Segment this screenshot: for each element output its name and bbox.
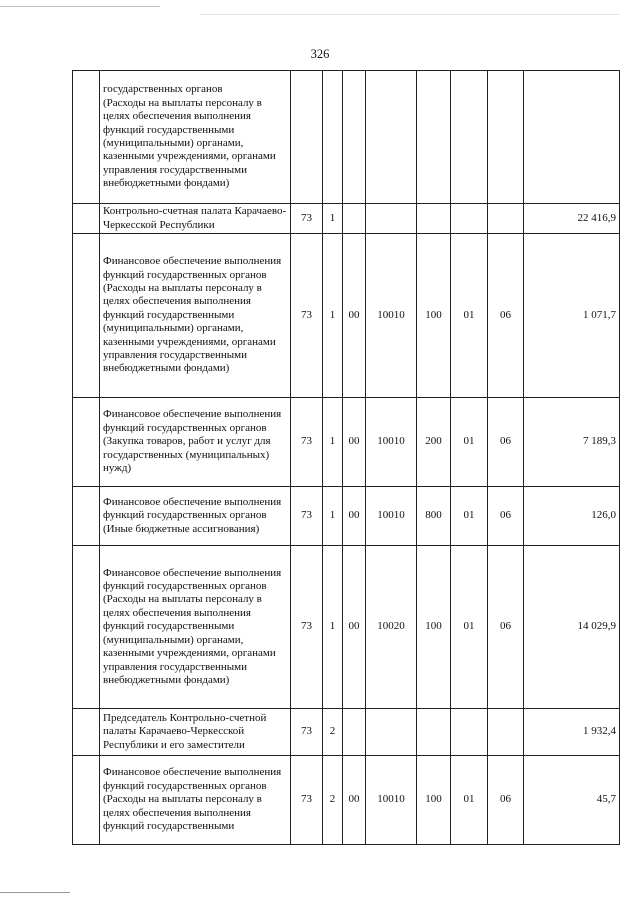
table-row: Финансовое обеспечение выполнения функций государственных органов (Расходы на выплаты персоналу в целях обеспечения выполнения функций государственными (муниципальными) органами, казенными учреждениями, органами управления государственными внебюджетными фондами) 73 1 00 10010 100 01 06 1 071,7 [73, 234, 620, 398]
table-row [73, 71, 620, 204]
row-name: Финансовое обеспечение выполнения функций государственных органов (Иные бюджетные ассигнования) [100, 487, 291, 546]
table-row: Финансовое обеспечение выполнения функций государственных органов (Закупка товаров, работ и услуг для государственных (муниципальных) нужд) 73 1 00 10010 200 01 06 7 189,3 [73, 398, 620, 487]
table-row: Финансовое обеспечение выполнения функций государственных органов (Расходы на выплаты персоналу в целях обеспечения выполнения функций государственными (муниципальными) органами, казенными учреждениями, органами управления государственными внебюджетными фондами) 73 1 00 10020 100 01 06 14 029,9 [73, 546, 620, 709]
table-row: Финансовое обеспечение выполнения функций государственных органов (Иные бюджетные ассигнования) 73 1 00 10010 800 01 06 126,0 [73, 487, 620, 546]
row-name: Финансовое обеспечение выполнения функций государственных органов (Расходы на выплаты персоналу в целях обеспечения выполнения функций государственными (муниципальными) органами, казенными учреждениями, органами управления государственными внебюджетными фондами) [100, 546, 291, 709]
scan-noise [0, 892, 70, 893]
table-row: Контрольно-счетная палата Карачаево-Черкесской Республики 73 1 22 416,9 [73, 204, 620, 234]
scan-noise [200, 14, 620, 15]
row-name: Финансовое обеспечение выполнения функций государственных органов (Расходы на выплаты персоналу в целях обеспечения выполнения функций государственными [100, 756, 291, 845]
table-row: Финансовое обеспечение выполнения функций государственных органов (Расходы на выплаты персоналу в целях обеспечения выполнения функций государственными 73 2 00 10010 100 01 06 45,7 [73, 756, 620, 845]
row-name: Контрольно-счетная палата Карачаево-Черкесской Республики [100, 204, 291, 234]
budget-table [72, 70, 620, 845]
table-row: Председатель Контрольно-счетной палаты Карачаево-Черкесской Республики и его заместители 73 2 1 932,4 [73, 709, 620, 756]
row-name: Председатель Контрольно-счетной палаты Карачаево-Черкесской Республики и его заместители [100, 709, 291, 756]
scan-noise [0, 6, 160, 7]
row-name: Финансовое обеспечение выполнения функций государственных органов (Закупка товаров, работ и услуг для государственных (муниципальных) нужд) [100, 398, 291, 487]
row-name: Финансовое обеспечение выполнения функций государственных органов (Расходы на выплаты персоналу в целях обеспечения выполнения функций государственными (муниципальными) органами, казенными учреждениями, органами управления государственными внебюджетными фондами) [100, 234, 291, 398]
row-name: государственных органов (Расходы на выплаты персоналу в целях обеспечения выполнения функций государственными (муниципальными) органами, казенными учреждениями, органами управления государственными внебюджетными фондами) [100, 71, 291, 204]
page-number: 326 [310, 47, 330, 61]
